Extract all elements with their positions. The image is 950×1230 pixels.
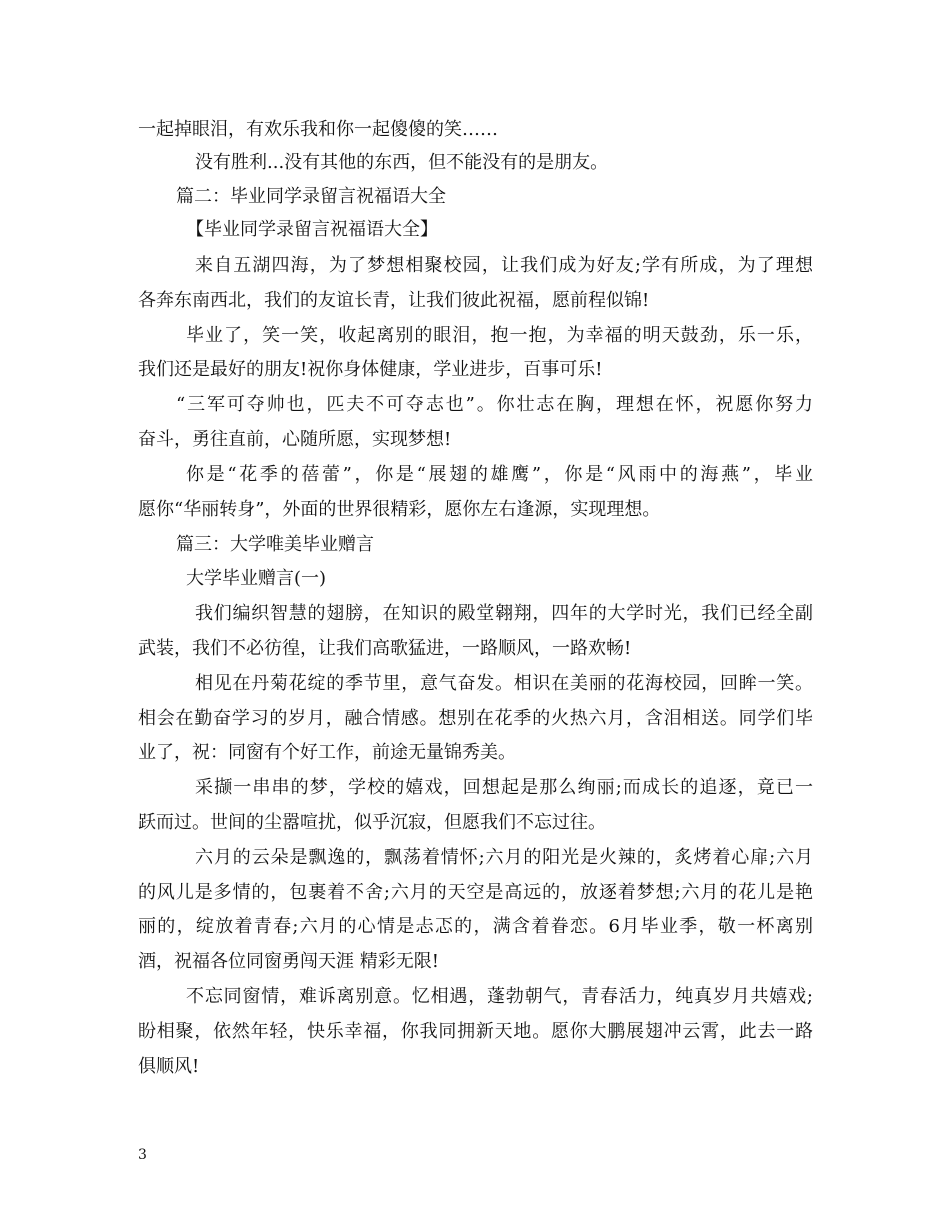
text-line: 不忘同窗情，难诉离别意。忆相遇，蓬勃朝气，青春活力，纯真岁月共嬉戏; <box>186 986 813 1007</box>
text-line: 毕业了，笑一笑，收起离别的眼泪，抱一抱，为幸福的明天鼓劲，乐一乐， <box>186 325 813 346</box>
text-line: 愿你“华丽转身”，外面的世界很精彩，愿你左右逢源，实现理想。 <box>138 499 661 520</box>
text-line: 的风儿是多情的，包裹着不舍;六月的天空是高远的，放逐着梦想;六月的花儿是艳 <box>138 882 813 903</box>
text-line: 业了，祝：同窗有个好工作，前途无量锦秀美。 <box>138 742 516 763</box>
text-line: 我们编织智慧的翅膀，在知识的殿堂翱翔，四年的大学时光，我们已经全副 <box>195 603 813 624</box>
text-line: 来自五湖四海，为了梦想相聚校园，让我们成为好友;学有所成，为了理想 <box>195 255 813 276</box>
text-line: 相会在勤奋学习的岁月，融合情感。想别在花季的火热六月，含泪相送。同学们毕 <box>138 708 813 729</box>
text-line: 丽的，绽放着青春;六月的心情是忐忑的，满含着眷恋。6月毕业季，敬一杯离别 <box>138 916 813 937</box>
text-line: “三军可夺帅也，匹夫不可夺志也”。你壮志在胸，理想在怀，祝愿你努力 <box>176 394 813 415</box>
text-line: 俱顺风! <box>138 1056 200 1077</box>
text-line: 武装，我们不必彷徨，让我们高歌猛进，一路顺风，一路欢畅! <box>138 638 632 659</box>
text-line: 采撷一串串的梦，学校的嬉戏，回想起是那么绚丽;而成长的追逐，竟已一 <box>195 777 813 798</box>
section-subheading: 【毕业同学录留言祝福语大全】 <box>186 219 438 240</box>
text-line: 六月的云朵是飘逸的，飘荡着情怀;六月的阳光是火辣的，炙烤着心扉;六月 <box>195 847 813 868</box>
text-line: 我们还是最好的朋友!祝你身体健康，学业进步，百事可乐! <box>138 359 603 380</box>
text-line: 各奔东南西北，我们的友谊长青，让我们彼此祝福，愿前程似锦! <box>138 290 650 311</box>
text-line: 你是“花季的蓓蕾”，你是“展翅的雄鹰”，你是“风雨中的海燕”，毕业 <box>186 464 813 485</box>
section-heading: 篇三：大学唯美毕业赠言 <box>176 534 374 555</box>
text-line: 一起掉眼泪，有欢乐我和你一起傻傻的笑…… <box>138 119 498 140</box>
section-subheading: 大学毕业赠言(一) <box>186 568 327 589</box>
text-line: 跃而过。世间的尘嚣喧扰，似乎沉寂，但愿我们不忘过往。 <box>138 812 606 833</box>
section-heading: 篇二：毕业同学录留言祝福语大全 <box>176 186 446 207</box>
text-line: 奋斗，勇往直前，心随所愿，实现梦想! <box>138 429 452 450</box>
text-line: 相见在丹菊花绽的季节里，意气奋发。相识在美丽的花海校园，回眸一笑。 <box>195 673 813 694</box>
page-number: 3 <box>138 1147 147 1163</box>
text-line: 酒，祝福各位同窗勇闯天涯 精彩无限! <box>138 951 439 972</box>
text-line: 没有胜利...没有其他的东西，但不能没有的是朋友。 <box>195 152 609 173</box>
text-line: 盼相聚，依然年轻，快乐幸福，你我同拥新天地。愿你大鹏展翅冲云霄，此去一路 <box>138 1021 813 1042</box>
